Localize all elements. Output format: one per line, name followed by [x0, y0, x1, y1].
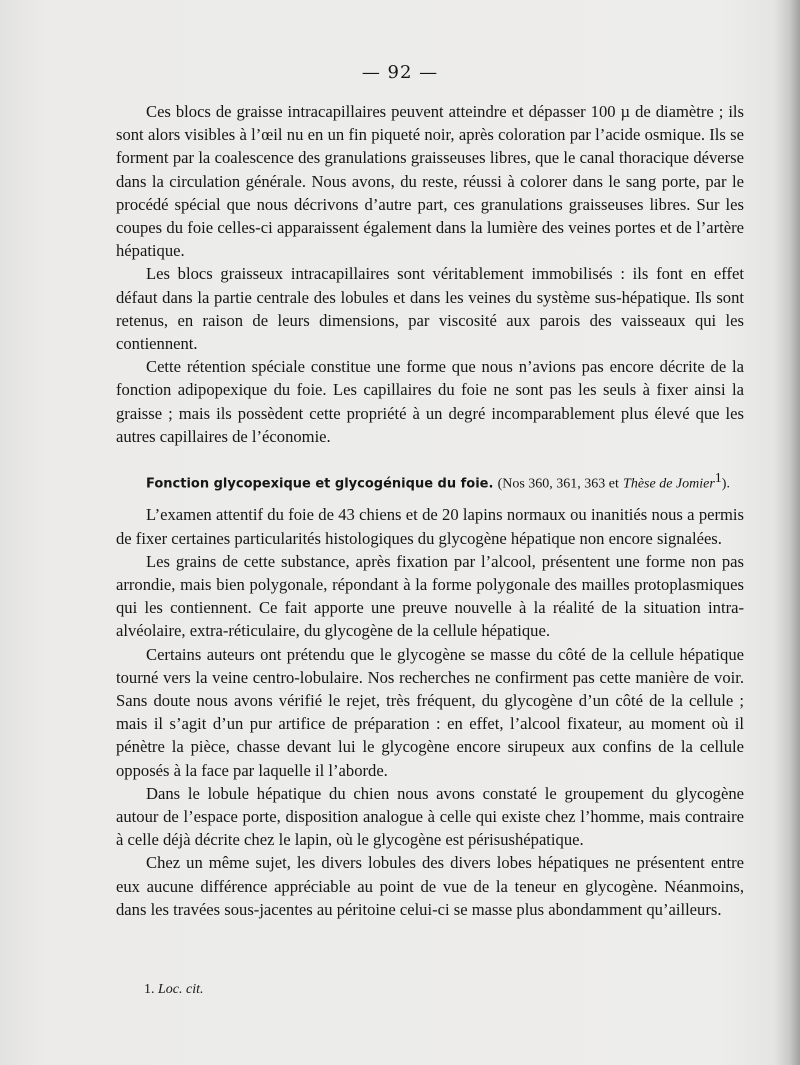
body-text [116, 100, 744, 921]
paragraph: Chez un même sujet, les divers lobules des divers lobes hépatiques ne présentent entre eux aucune différence appréciable au point de vue de la teneur en glycogène. Néanmoins, dans les travées sous-jacentes au péritoine celui-ci se masse plus abondamment qu’ailleurs. [116, 853, 744, 919]
paragraph: Certains auteurs ont prétendu que le glycogène se masse du côté de la cellule hépatique tourné vers la veine centro-lobulaire. Nos recherches ne confirment pas cette manière de voir. Sans doute nous avons vérifié le rejet, très fréquent, du glycogène d’un côté de la cellule ; mais il s’agit d’un pur artifice de préparation : en effet, l’alcool fixateur, au moment où il pénètre la pièce, chasse devant lui le glycogène encore sirupeux aux confins de la cellule opposés à la face par laquelle il l’aborde. [116, 644, 744, 780]
footnote-text: Loc. cit. [158, 982, 204, 997]
section-thesis: Thèse de Jomier [623, 476, 715, 492]
section-refs: (Nos 360, 361, 363 et [497, 476, 619, 492]
paragraph: L’examen attentif du foie de 43 chiens et de 20 lapins normaux ou inanitiés nous a permis de fixer certaines particularités histologiques du glycogène hépatique non encore signalées. [116, 505, 744, 548]
paragraph: Ces blocs de graisse intracapillaires peuvent atteindre et dépasser 100 µ de diamètre ; ils sont alors visibles à l’œil nu en un fin piqueté noir, après coloration par l’acide osmique. Ils se forment par la coalescence des granulations graisseuses libres, que le canal thoracique déverse dans la circulation générale. Nous avons, du reste, réussi à colorer dans le sang porte, par le procédé spécial que nous décrivons d’autre part, ces granulations graisseuses libres. Sur les coupes du foie celles-ci apparaissent également dans la lumière des veines portes et de l’artère hépatique. [116, 102, 744, 261]
section-heading [116, 468, 744, 495]
page-edge-shadow [774, 0, 800, 1065]
paragraph: Dans le lobule hépatique du chien nous avons constaté le groupement du glycogène autour de l’espace porte, disposition analogue à celle qui existe chez l’homme, mais contraire à celle déjà décrite chez le lapin, où le glycogène est périsushépatique. [116, 783, 744, 850]
footnote-number: 1. [144, 982, 155, 997]
paragraph: Cette rétention spéciale constitue une forme que nous n’avions pas encore décrite de la fonction adipopexique du foie. Les capillaires du foie ne sont pas les seuls à fixer ainsi la graisse ; mais ils possèdent cette propriété à un degré incomparablement plus élevé que les autres capillaires de l’économie. [116, 357, 744, 446]
footnote [144, 982, 204, 998]
paragraph: Les grains de cette substance, après fixation par l’alcool, présentent une forme non pas arrondie, mais bien polygonale, répondant à la forme polygonale des mailles protoplasmiques qui les contiennent. Ce fait apporte une preuve nouvelle à la réalité de la situation intra-alvéolaire, extra-réticulaire, du glycogène de la cellule hépatique. [116, 551, 744, 641]
section-refs-close: ). [721, 476, 730, 492]
section-title: Fonction glycopexique et glycogénique du foie. [146, 476, 494, 492]
footnote-mark: 1 [714, 471, 722, 487]
paragraph: Les blocs graisseux intracapillaires sont véritablement immobilisés : ils font en effet défaut dans la partie centrale des lobules et dans les veines du système sus-hépatique. Ils sont retenus, en raison de leurs dimensions, par viscosité aux parois des vaisseaux qui les contiennent. [116, 264, 744, 354]
page-number: — 92 — [361, 62, 439, 83]
